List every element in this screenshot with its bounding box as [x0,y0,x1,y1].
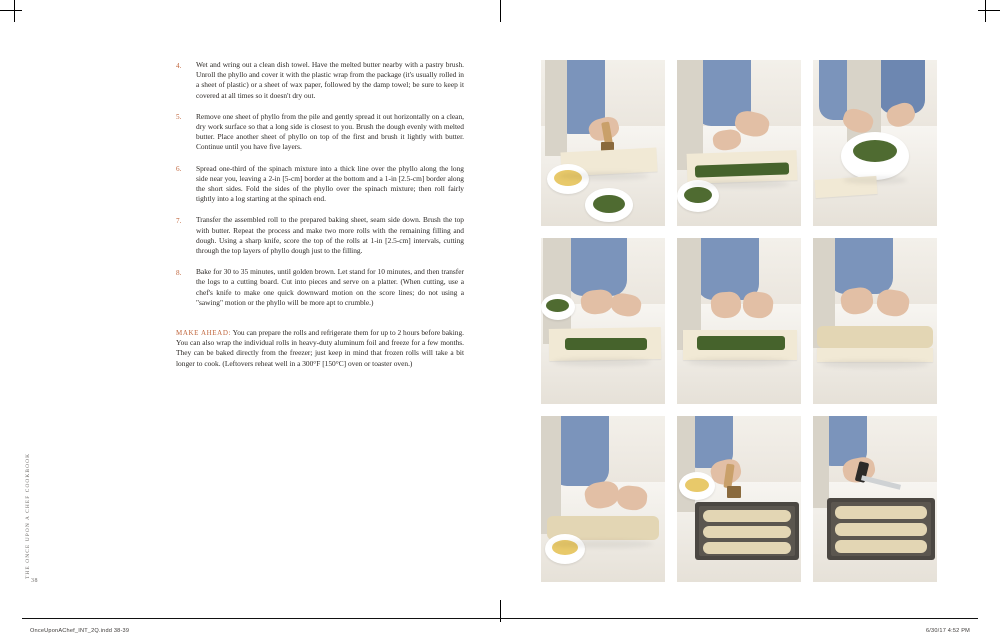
crop-mark-left-top [0,10,22,11]
trim-rule [22,618,978,619]
running-head: THE ONCE UPON A CHEF COOKBOOK [25,452,31,579]
step-number: 5. [176,113,182,122]
print-slug-left: OnceUponAChef_INT_2Q.indd 38-39 [30,628,130,634]
make-ahead-text: You can prepare the rolls and refrigerate them for up to 2 hours before baking. You can also wrap the individual rolls in heavy-duty aluminum foil and freeze for a few months. They can be baked directly from the freezer; just keep in mind that frozen rolls will take a bit longer to cook. (Leftovers reheat well in a 300°F [150°C] oven or toaster oven.) [176,328,465,368]
crop-mark-top [500,0,501,22]
step-text: Transfer the assembled roll to the prepared baking sheet, seam side down. Brush the top with butter. Repeat the process and make two more rolls with the remaining filling and dough. Using a sharp knife, score the top of the rolls at 1-in [2.5-cm] intervals, cutting through the top layers of phyllo dough just to the filling. [196,215,464,256]
make-ahead-note [176,328,464,369]
recipe-steps-column [176,60,464,369]
step-number: 6. [176,165,182,174]
photo-6-rolling-log [813,238,937,404]
crop-mark-left-v [14,0,15,22]
step-number: 4. [176,61,182,70]
step-text: Bake for 30 to 35 minutes, until golden brown. Let stand for 10 minutes, and then transfer the logs to a cutting board. Cut into pieces and serve on a platter. (When cutting, use a chef's knife to make one quick downward motion on the score lines; do not using a "sawing" motion or the phyllo will be more apt to crumble.) [196,267,464,307]
photo-3-scooping-spinach [813,60,937,226]
step-text: Spread one-third of the spinach mixture into a thick line over the phyllo along the long side near you, leaving a 2-in [5-cm] border at the bottom and a 1-in [2.5-cm] border along the short sides. Fold the sides of the phyllo over the spinach mixture; then roll fairly tightly into a log starting at the spinach end. [196,163,464,204]
crop-mark-right-top [978,10,1000,11]
photo-8-brushing-logs-on-pan [677,416,801,582]
print-slug-right: 6/30/17 4:52 PM [925,628,970,634]
recipe-step [176,267,464,308]
step-number: 8. [176,268,182,277]
recipe-step [176,215,464,256]
photo-7-finished-log [541,416,665,582]
photo-grid [541,60,937,582]
photo-4-folding-sides [541,238,665,404]
photo-1-brushing-butter [541,60,665,226]
make-ahead-label: MAKE AHEAD: [176,329,232,338]
step-text: Wet and wring out a clean dish towel. Have the melted butter nearby with a pastry brush. Unroll the phyllo and cover it with the plastic wrap from the package (it's usually rolled in a sheet of plastic) or a sheet of wax paper, followed by the damp towel; be sure to keep it covered at all times so it doesn't dry out. [196,60,464,100]
step-text: Remove one sheet of phyllo from the pile and gently spread it out horizontally on a clean, dry work surface so that a long side is closest to you. Brush the dough evenly with melted butter. Place another sheet of phyllo on top of the first and brush it lightly with butter. Continue until you have five layers. [196,111,464,152]
recipe-step [176,112,464,153]
photo-5-starting-roll [677,238,801,404]
photo-9-scoring-logs [813,416,937,582]
crop-mark-right-v [985,0,986,22]
recipe-step [176,60,464,101]
photo-2-spreading-filling [677,60,801,226]
step-number: 7. [176,216,182,225]
page-number: 38 [31,578,38,584]
recipe-step [176,164,464,205]
